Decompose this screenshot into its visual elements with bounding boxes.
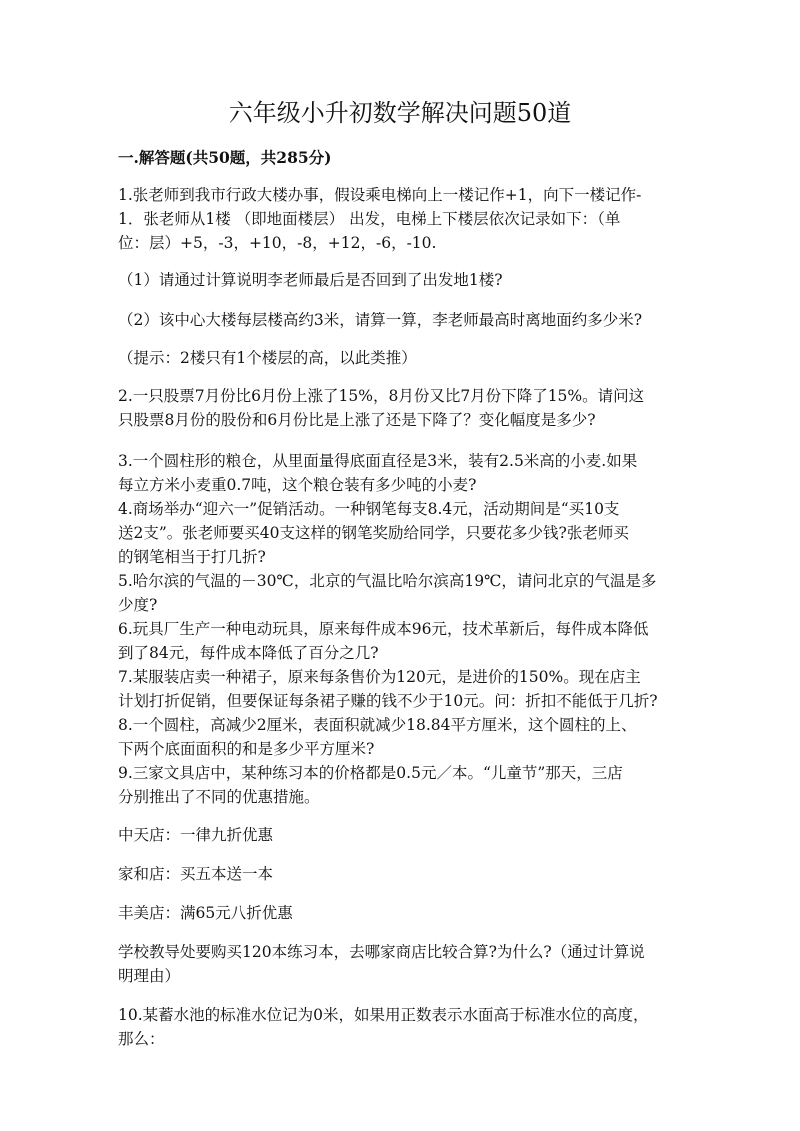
problem-5-line-2: 少度?: [118, 596, 158, 614]
problem-1-hint: （提示：2楼只有1个楼层的高，以此类推）: [118, 349, 417, 367]
problem-7-line-2: 计划打折促销，但要保证每条裙子赚的钱不少于10元。问：折扣不能低于几折?: [118, 692, 658, 710]
problem-4-line-3: 的钢笔相当于打几折?: [118, 548, 266, 566]
problem-9-line-2: 分别推出了不同的优惠措施。: [118, 788, 320, 806]
problem-5-line-1: 5.哈尔滨的气温的－30℃，北京的气温比哈尔滨高19℃，请问北京的气温是多: [118, 572, 657, 590]
problem-8-line-2: 下两个底面面积的和是多少平方厘米?: [118, 740, 375, 758]
problem-1-part-1: （1）请通过计算说明李老师最后是否回到了出发地1楼?: [118, 271, 503, 289]
problem-9-store-3: 丰美店：满65元八折优惠: [118, 904, 293, 922]
problem-4-line-2: 送2支”。张老师要买40支这样的钢笔奖励给同学，只要花多少钱?张老师买: [118, 524, 629, 542]
problem-9-store-2: 家和店：买五本送一本: [118, 865, 274, 883]
problem-10-line-1: 10.某蓄水池的标准水位记为0米，如果用正数表示水面高于标准水位的高度，: [118, 1006, 649, 1024]
problem-2-line-1: 2.一只股票7月份比6月份上涨了15%，8月份又比7月份下降了15%。请问这: [118, 387, 645, 405]
document-title: 六年级小升初数学解决问题50道: [228, 99, 572, 127]
problem-9-question-line-1: 学校教导处要购买120本练习本，去哪家商店比较合算?为什么?（通过计算说: [118, 943, 645, 961]
problem-8-line-1: 8.一个圆柱，高减少2厘米，表面积就减少18.84平方厘米，这个圆柱的上、: [118, 716, 637, 734]
problem-3-line-1: 3.一个圆柱形的粮仓，从里面量得底面直径是3米，装有2.5米高的小麦.如果: [118, 452, 638, 470]
problem-1-part-2: （2）该中心大楼每层楼高约3米，请算一算，李老师最高时离地面约多少米?: [118, 311, 643, 329]
problem-6-line-1: 6.玩具厂生产一种电动玩具，原来每件成本96元，技术革新后，每件成本降低: [118, 620, 649, 638]
problem-4-line-1: 4.商场举办“迎六一”促销活动。一种钢笔每支8.4元，活动期间是“买10支: [118, 500, 620, 518]
problem-2-line-2: 只股票8月份的股份和6月份比是上涨了还是下降了？变化幅度是多少?: [118, 411, 596, 429]
problem-9-line-1: 9.三家文具店中，某种练习本的价格都是0.5元／本。“儿童节”那天，三店: [118, 764, 623, 782]
section-heading: 一.解答题(共50题，共285分): [118, 148, 332, 167]
problem-1-line-1: 1.张老师到我市行政大楼办事，假设乘电梯向上一楼记作+1，向下一楼记作-: [118, 186, 642, 204]
problem-1-line-2: 1．张老师从1楼 （即地面楼层） 出发，电梯上下楼层依次记录如下：（单: [118, 210, 621, 228]
problem-3-line-2: 每立方米小麦重0.7吨，这个粮仓装有多少吨的小麦?: [118, 476, 477, 494]
problem-9-question-line-2: 明理由）: [118, 967, 181, 985]
problem-6-line-2: 到了84元，每件成本降低了百分之几?: [118, 644, 379, 662]
problem-7-line-1: 7.某服装店卖一种裙子，原来每条售价为120元，是进价的150%。现在店主: [118, 668, 641, 686]
problem-1-line-3: 位：层）+5，-3，+10，-8，+12，-6，-10.: [118, 234, 437, 252]
problem-9-store-1: 中天店：一律九折优惠: [118, 826, 274, 844]
problem-10-line-2: 那么：: [118, 1030, 165, 1048]
